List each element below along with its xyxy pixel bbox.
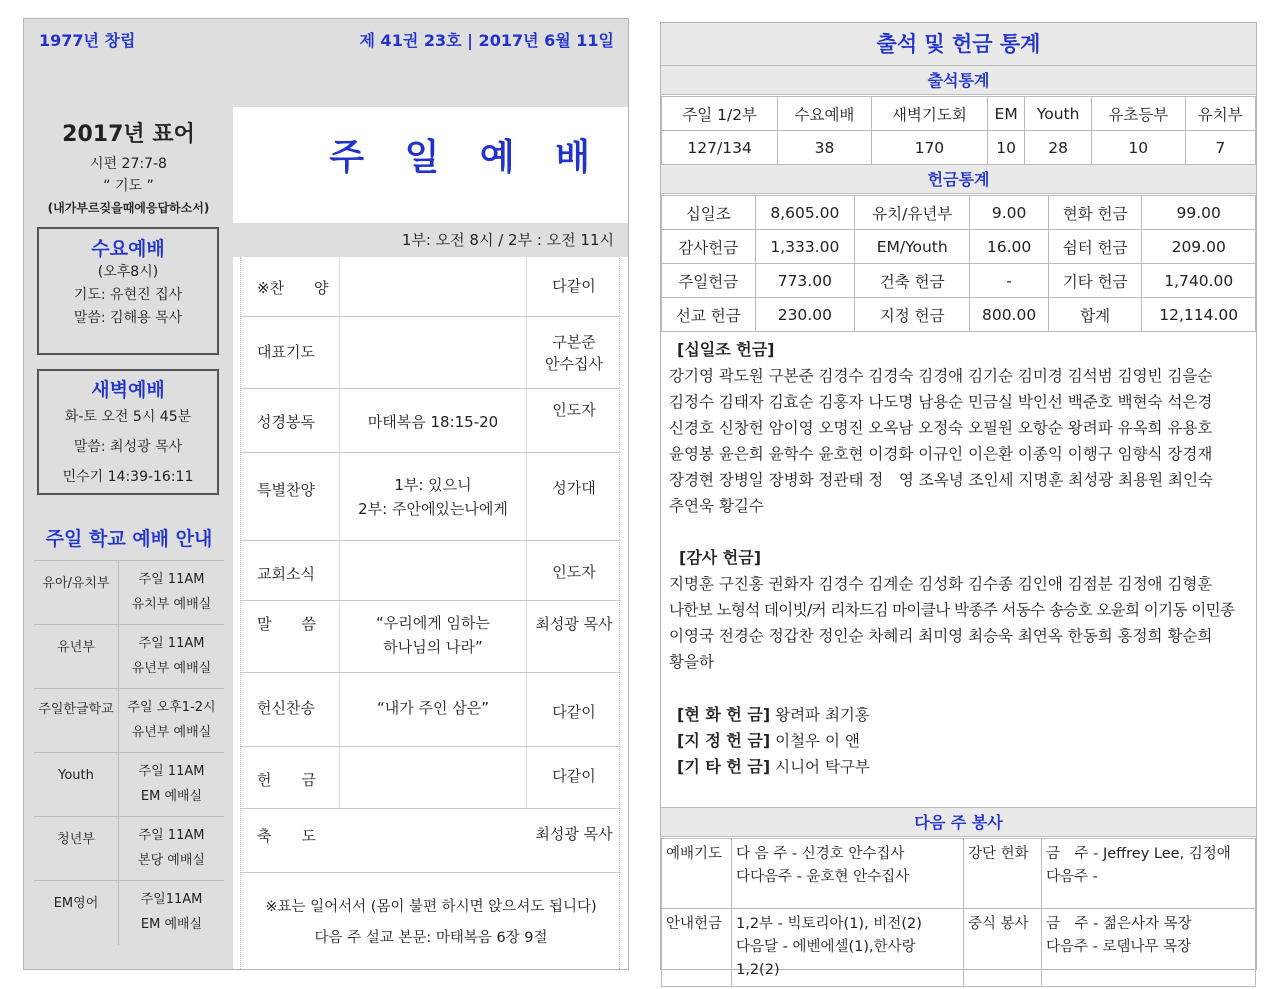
next-week-row [662,909,1256,987]
offering-table [661,195,1256,332]
order-item: 특별찬양 [257,481,315,499]
wednesday-service-box [37,227,219,355]
school-place: 유치부 예배실 [131,597,212,612]
offering-amount: 8,605.00 [755,196,855,230]
offering-label: 건축 헌금 [855,264,970,298]
tithe-line: 추연욱 황길수 [669,497,764,515]
thanks-line: 지명훈 구진홍 권화자 김경수 김계순 김성화 김수종 김인애 김점분 김정애 김형훈 [669,575,1213,593]
attendance-header: 유초등부 [1092,97,1185,131]
attendance-value: 170 [871,131,987,165]
offering-label: 감사헌금 [662,230,756,264]
tithe-label: [십일조 헌금] [677,340,775,359]
next-sermon-text: 다음 주 설교 본문: 마태복음 6장 9절 [314,930,548,946]
other-label: [기 타 헌 금] [677,757,771,776]
dawn-title: 새벽예배 [91,379,165,401]
wednesday-sermon: 말씀: 김해용 목사 [73,310,183,326]
order-leader: 구본준 안수집사 [545,333,603,373]
offering-label: 주일헌금 [662,264,756,298]
order-row [241,673,621,747]
offering-amount: 9.00 [970,196,1049,230]
order-leader: 다같이 [552,703,596,721]
offering-row [662,196,1256,230]
dawn-scripture: 민수기 14:39-16:11 [62,469,194,485]
bulletin-stats-page [660,22,1257,978]
order-leader: 최성광 목사 [535,615,613,633]
sunday-worship-section [233,107,628,969]
order-content [339,747,527,808]
order-content [339,317,527,388]
other-names: 시니어 탁구부 [775,758,870,776]
school-schedule [118,881,224,945]
other-offering [669,754,1251,780]
motto-verse: 시편 27:7-8 [90,156,167,172]
school-group: 주일한글학교 [38,702,114,717]
school-time: 주일 11AM [138,636,205,651]
school-row [34,753,224,817]
tithe-line: 윤영봉 윤은희 윤학수 윤호현 이경화 이규인 이은환 이종익 이행구 임향식 장경재 [669,445,1213,463]
service-line: 1,2부 - 빅토리아(1), 비전(2) [736,916,922,932]
school-time: 주일11AM [140,892,203,907]
order-content [339,809,527,872]
offering-amount: - [970,264,1049,298]
school-schedule [118,753,224,816]
offering-amount: 800.00 [970,298,1049,332]
attendance-value: 127/134 [662,131,778,165]
school-place: 유년부 예배실 [131,725,212,740]
order-item: 축 도 [257,827,316,845]
dawn-service-box [37,369,219,495]
thanks-label: [감사 헌금] [679,548,762,567]
service-detail [732,839,964,909]
order-content [339,541,527,600]
service-line: 다음주 - [1046,869,1098,885]
service-line: 다음달 - 에벤에셀(1),한사랑1,2(2) [736,939,916,978]
attendance-heading: 출석통계 [661,65,1256,95]
wednesday-prayer: 기도: 유현진 집사 [73,287,183,303]
service-line: 다음주 - 로뎀나무 목장 [1046,939,1192,955]
wednesday-time: (오후8시) [97,264,159,280]
attendance-value: 10 [988,131,1025,165]
school-row [34,881,224,945]
offering-amount: 230.00 [755,298,855,332]
order-leader: 다같이 [552,767,596,785]
school-row [34,689,224,753]
attendance-value: 28 [1025,131,1092,165]
worship-footnote [241,874,621,954]
service-line: 금 주 - 젊은사자 목장 [1046,916,1192,932]
stats-title: 출석 및 헌금 통계 [661,23,1256,65]
service-label: 중식 봉사 [964,909,1042,987]
school-place: EM 예배실 [140,789,203,804]
order-leader: 다같이 [552,277,596,295]
service-label: 강단 헌화 [964,839,1042,909]
service-line: 다 음 주 - 신경호 안수집사 [736,846,905,862]
order-leader: 인도자 [552,563,596,581]
school-schedule [118,625,224,688]
order-item: 성경봉독 [257,413,315,431]
offering-amount: 1,740.00 [1142,264,1256,298]
thanks-line: 이영국 전경순 정갑찬 정인순 차혜리 최미영 최승욱 최연옥 한동희 홍정희 황순희 [669,627,1213,645]
order-row [241,541,621,601]
flower-offering [669,702,1251,728]
offering-label: 선교 헌금 [662,298,756,332]
offering-amount: 1,333.00 [755,230,855,264]
order-content: “우리에게 임하는 하나님의 나라” [339,601,527,672]
order-content: 마태복음 18:15-20 [339,389,527,452]
next-week-row [662,839,1256,909]
offering-row [662,298,1256,332]
offering-heading: 헌금통계 [661,164,1256,194]
offering-amount: 99.00 [1142,196,1256,230]
order-row [241,601,621,673]
school-group: 청년부 [57,832,95,847]
offering-label: EM/Youth [855,230,970,264]
order-row [241,257,621,317]
offering-amount: 209.00 [1142,230,1256,264]
offering-label: 유치/유년부 [855,196,970,230]
offering-names [669,337,1251,780]
offering-label: 십일조 [662,196,756,230]
flower-names: 왕려파 최기홍 [775,706,870,724]
service-label: 안내헌금 [662,909,732,987]
school-row [34,817,224,881]
offering-label: 지정 헌금 [855,298,970,332]
attendance-header: EM [988,97,1025,131]
thanks-line: 나한보 노형석 데이빗/커 리차드김 마이클나 박종주 서동수 송승호 오윤희 이기동 이민종 [669,601,1235,619]
order-leader: 최성광 목사 [535,825,613,843]
order-of-worship [240,257,620,969]
offering-row [662,264,1256,298]
tithe-line: 강기영 곽도원 구본준 김경수 김경숙 김경애 김기순 김미경 김석범 김영빈 김을순 [669,367,1213,385]
order-row [241,389,621,453]
school-row [34,561,224,625]
order-item: 헌신찬송 [257,699,315,717]
sidebar [24,107,233,969]
service-line: 다다음주 - 윤호현 안수집사 [736,869,910,885]
order-item: 교회소식 [257,565,315,583]
founded-year: 1977년 창립 [39,31,136,50]
school-time: 주일 오후1-2시 [127,700,216,715]
service-line: 금 주 - Jeffrey Lee, 김정애 [1046,846,1231,862]
flower-label: [현 화 헌 금] [677,705,771,724]
school-schedule [118,689,224,752]
bulletin-header [24,19,628,107]
dawn-sermon: 말씀: 최성광 목사 [73,439,183,455]
dawn-time: 화-토 오전 5시 45분 [64,409,192,425]
wednesday-title: 수요예배 [91,238,165,260]
attendance-table [661,96,1256,165]
next-week-table [661,838,1256,987]
order-content: 1부: 있으니 2부: 주안에있는나에게 [339,453,527,540]
offering-label: 쉼터 헌금 [1048,230,1142,264]
service-detail [1042,839,1256,909]
worship-times: 1부: 오전 8시 / 2부 : 오전 11시 [233,223,628,257]
school-schedule [118,561,224,624]
sunday-school-guide [34,517,224,945]
school-group: 유년부 [57,640,95,655]
order-item: 헌 금 [257,771,316,789]
order-item: 대표기도 [257,343,315,361]
service-label: 예배기도 [662,839,732,909]
school-time: 주일 11AM [138,828,205,843]
motto-title: 2017년 표어 [62,122,195,147]
school-time: 주일 11AM [138,764,205,779]
school-group: EM영어 [53,896,99,911]
tithe-line: 장경현 장병일 장병화 정관태 정 영 조옥녕 조인세 지명훈 최성광 최용원 최인숙 [669,471,1213,489]
order-row [241,317,621,389]
offering-label: 합계 [1048,298,1142,332]
school-time: 주일 11AM [138,572,205,587]
standing-note: ※표는 일어서서 (몸이 불편 하시면 앉으셔도 됩니다) [265,899,597,915]
school-row [34,625,224,689]
sunday-school-title: 주일 학교 예배 안내 [34,517,224,561]
designated-names: 이철우 이 앤 [775,732,860,750]
service-detail [732,909,964,987]
tithe-line: 신경호 신창헌 암이영 오명진 오옥남 오정숙 오필원 오항순 왕려파 유옥희 유용호 [669,419,1213,437]
attendance-value: 7 [1185,131,1256,165]
attendance-header: 유치부 [1185,97,1256,131]
offering-row [662,230,1256,264]
offering-label: 현화 헌금 [1048,196,1142,230]
order-content: “내가 주인 삼은” [339,673,527,746]
order-row [241,453,621,541]
school-group: 유아/유치부 [42,576,110,591]
designated-label: [지 정 헌 금] [677,731,771,750]
motto-subtitle: (내가부르짖을때에응답하소서) [47,201,210,215]
next-week-heading: 다음 주 봉사 [661,807,1256,837]
order-leader: 성가대 [552,479,596,497]
offering-amount: 12,114.00 [1142,298,1256,332]
attendance-header: Youth [1025,97,1092,131]
issue-info: 제 41권 23호 | 2017년 6월 11일 [359,31,614,50]
attendance-header-row [662,97,1256,131]
attendance-value: 38 [778,131,871,165]
attendance-value-row [662,131,1256,165]
order-item: 말 씀 [257,615,316,633]
school-place: 본당 예배실 [138,853,205,868]
offering-amount: 16.00 [970,230,1049,264]
attendance-header: 주일 1/2부 [662,97,778,131]
order-item: ※찬 양 [257,279,329,297]
order-content [339,257,527,316]
attendance-header: 새벽기도회 [871,97,987,131]
order-row [241,809,621,873]
order-row [241,747,621,809]
school-place: 유년부 예배실 [131,661,212,676]
service-detail [1042,909,1256,987]
school-place: EM 예배실 [140,917,203,932]
thanks-line: 황을하 [669,653,714,671]
school-schedule [118,817,224,880]
bulletin-front-page [23,18,629,970]
school-group: Youth [58,768,94,783]
designated-offering [669,728,1251,754]
order-leader: 인도자 [552,401,596,419]
worship-title: 주 일 예 배 [233,107,628,223]
tithe-line: 김정수 김태자 김효순 김홍자 나도명 남용순 민금실 박인선 백준호 백현숙 석은경 [669,393,1213,411]
offering-amount: 773.00 [755,264,855,298]
yearly-motto [24,117,233,216]
motto-word: “ 기도 ” [103,178,154,194]
attendance-header: 수요예배 [778,97,871,131]
offering-label: 기타 헌금 [1048,264,1142,298]
attendance-value: 10 [1092,131,1185,165]
